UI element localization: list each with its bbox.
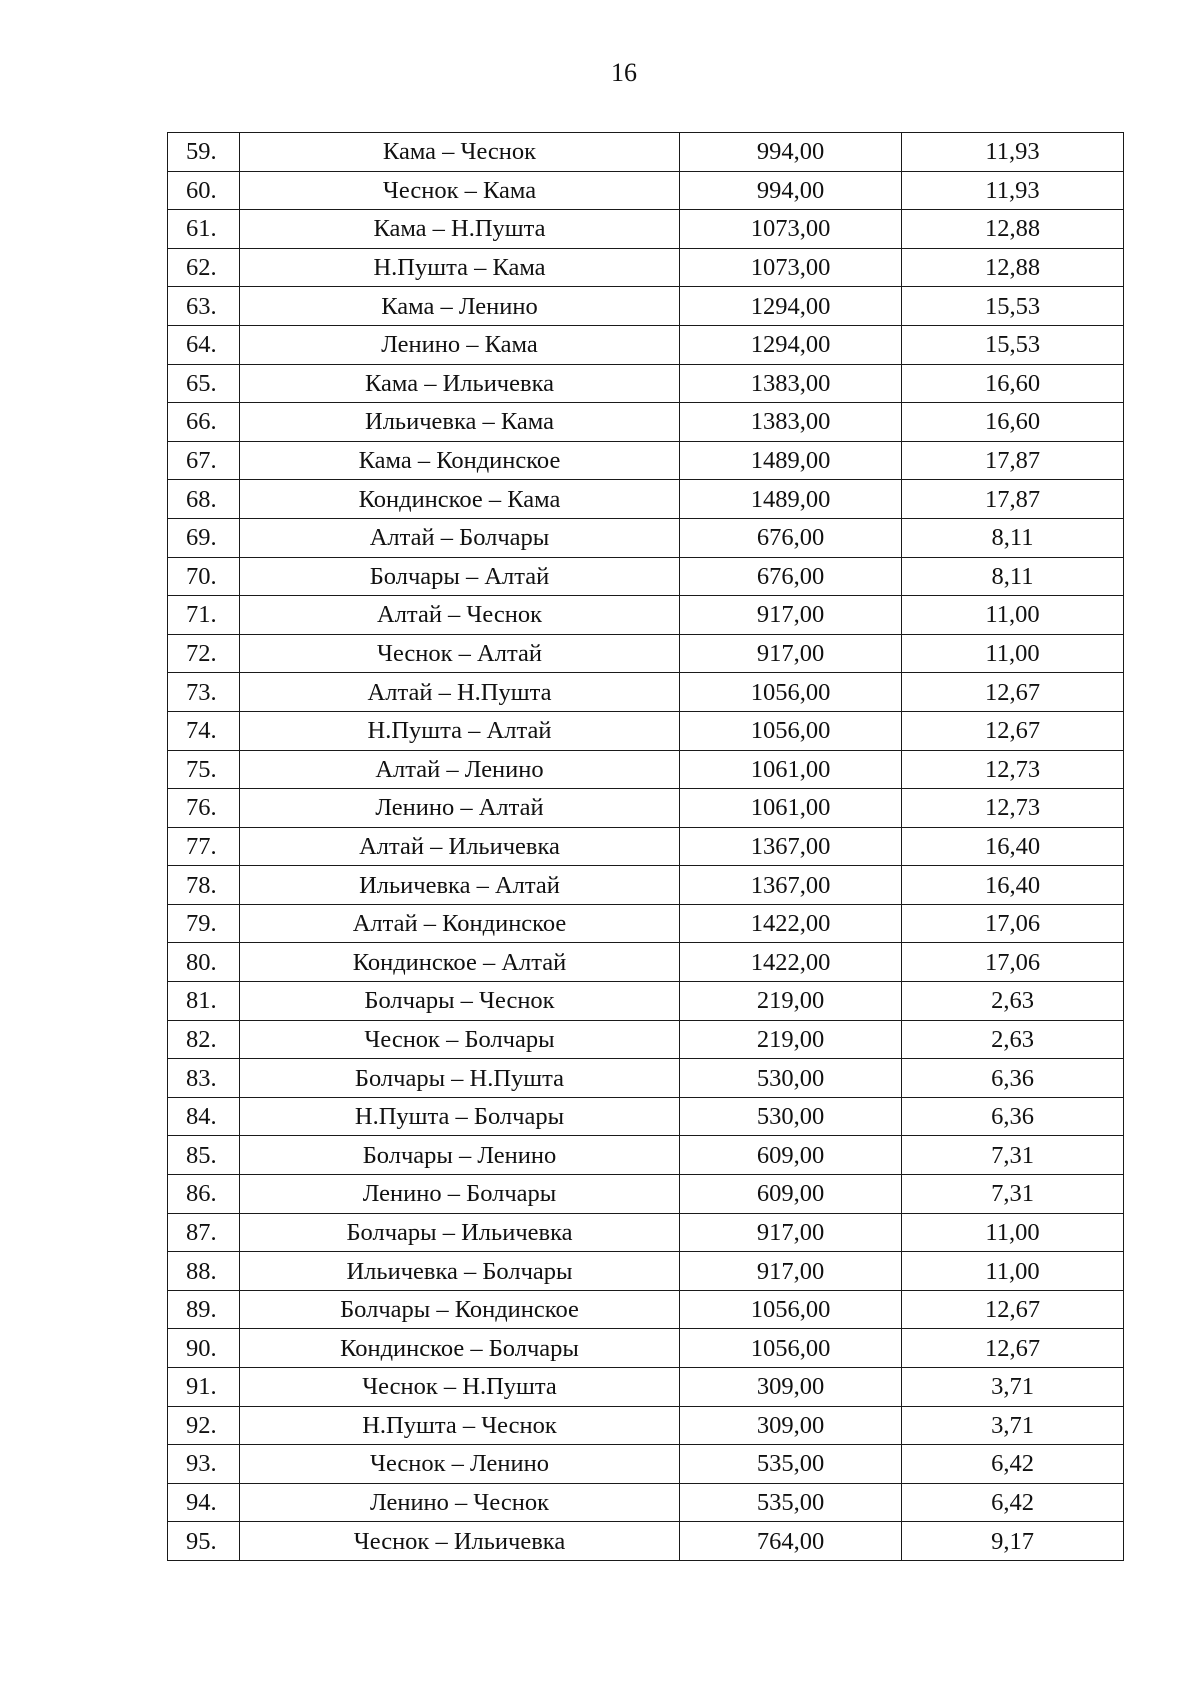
- distance-cell: 1073,00: [680, 248, 902, 287]
- row-number-cell: 72.: [168, 634, 240, 673]
- row-number-cell: 83.: [168, 1059, 240, 1098]
- price-cell: 8,11: [902, 557, 1124, 596]
- row-number-cell: 67.: [168, 441, 240, 480]
- table-row: [168, 1213, 1124, 1252]
- table-row: [168, 1406, 1124, 1445]
- price-cell: 6,42: [902, 1445, 1124, 1484]
- route-cell: Ильичевка – Алтай: [240, 866, 680, 905]
- route-cell: Алтай – Ильичевка: [240, 827, 680, 866]
- route-cell: Кама – Чеснок: [240, 133, 680, 172]
- distance-cell: 1061,00: [680, 750, 902, 789]
- distance-cell: 917,00: [680, 1213, 902, 1252]
- distance-cell: 1056,00: [680, 1329, 902, 1368]
- price-cell: 3,71: [902, 1406, 1124, 1445]
- row-number-cell: 68.: [168, 480, 240, 519]
- table-row: [168, 364, 1124, 403]
- table-row: [168, 943, 1124, 982]
- price-cell: 11,00: [902, 1252, 1124, 1291]
- row-number-cell: 76.: [168, 789, 240, 828]
- route-cell: Кондинское – Алтай: [240, 943, 680, 982]
- price-cell: 2,63: [902, 982, 1124, 1021]
- route-cell: Болчары – Н.Пушта: [240, 1059, 680, 1098]
- table-row: [168, 171, 1124, 210]
- route-cell: Н.Пушта – Алтай: [240, 711, 680, 750]
- distance-cell: 1073,00: [680, 210, 902, 249]
- table-row: [168, 1175, 1124, 1214]
- price-cell: 2,63: [902, 1020, 1124, 1059]
- table-row: [168, 1522, 1124, 1561]
- distance-cell: 219,00: [680, 1020, 902, 1059]
- price-cell: 11,00: [902, 596, 1124, 635]
- table-row: [168, 904, 1124, 943]
- price-cell: 12,67: [902, 1290, 1124, 1329]
- row-number-cell: 71.: [168, 596, 240, 635]
- route-cell: Кондинское – Кама: [240, 480, 680, 519]
- price-cell: 8,11: [902, 518, 1124, 557]
- distance-cell: 309,00: [680, 1368, 902, 1407]
- route-cell: Алтай – Чеснок: [240, 596, 680, 635]
- row-number-cell: 82.: [168, 1020, 240, 1059]
- table-row: [168, 518, 1124, 557]
- distance-cell: 1056,00: [680, 711, 902, 750]
- route-table-body: [168, 133, 1124, 1561]
- table-row: [168, 1329, 1124, 1368]
- distance-cell: 1294,00: [680, 325, 902, 364]
- price-cell: 16,60: [902, 364, 1124, 403]
- table-row: [168, 480, 1124, 519]
- distance-cell: 1056,00: [680, 673, 902, 712]
- distance-cell: 1489,00: [680, 441, 902, 480]
- route-cell: Н.Пушта – Кама: [240, 248, 680, 287]
- route-cell: Ленино – Чеснок: [240, 1483, 680, 1522]
- row-number-cell: 61.: [168, 210, 240, 249]
- row-number-cell: 70.: [168, 557, 240, 596]
- row-number-cell: 77.: [168, 827, 240, 866]
- row-number-cell: 65.: [168, 364, 240, 403]
- distance-cell: 609,00: [680, 1175, 902, 1214]
- route-cell: Чеснок – Кама: [240, 171, 680, 210]
- table-row: [168, 325, 1124, 364]
- row-number-cell: 86.: [168, 1175, 240, 1214]
- row-number-cell: 73.: [168, 673, 240, 712]
- route-cell: Чеснок – Н.Пушта: [240, 1368, 680, 1407]
- table-row: [168, 1136, 1124, 1175]
- row-number-cell: 62.: [168, 248, 240, 287]
- route-cell: Чеснок – Алтай: [240, 634, 680, 673]
- route-cell: Алтай – Н.Пушта: [240, 673, 680, 712]
- route-fare-table: [167, 132, 1124, 1561]
- table-row: [168, 866, 1124, 905]
- route-cell: Болчары – Алтай: [240, 557, 680, 596]
- table-row: [168, 1020, 1124, 1059]
- table-row: [168, 596, 1124, 635]
- price-cell: 9,17: [902, 1522, 1124, 1561]
- price-cell: 16,60: [902, 403, 1124, 442]
- route-cell: Болчары – Ленино: [240, 1136, 680, 1175]
- table-row: [168, 133, 1124, 172]
- route-cell: Алтай – Болчары: [240, 518, 680, 557]
- route-cell: Кама – Ленино: [240, 287, 680, 326]
- route-cell: Болчары – Ильичевка: [240, 1213, 680, 1252]
- row-number-cell: 80.: [168, 943, 240, 982]
- route-cell: Алтай – Кондинское: [240, 904, 680, 943]
- route-cell: Чеснок – Болчары: [240, 1020, 680, 1059]
- price-cell: 12,88: [902, 210, 1124, 249]
- route-cell: Ленино – Кама: [240, 325, 680, 364]
- table-row: [168, 441, 1124, 480]
- distance-cell: 917,00: [680, 634, 902, 673]
- price-cell: 12,67: [902, 673, 1124, 712]
- distance-cell: 1383,00: [680, 403, 902, 442]
- distance-cell: 1422,00: [680, 943, 902, 982]
- route-cell: Болчары – Чеснок: [240, 982, 680, 1021]
- distance-cell: 764,00: [680, 1522, 902, 1561]
- distance-cell: 917,00: [680, 596, 902, 635]
- distance-cell: 609,00: [680, 1136, 902, 1175]
- table-row: [168, 1290, 1124, 1329]
- price-cell: 7,31: [902, 1175, 1124, 1214]
- distance-cell: 676,00: [680, 518, 902, 557]
- distance-cell: 1061,00: [680, 789, 902, 828]
- route-cell: Ленино – Болчары: [240, 1175, 680, 1214]
- distance-cell: 676,00: [680, 557, 902, 596]
- price-cell: 12,88: [902, 248, 1124, 287]
- row-number-cell: 63.: [168, 287, 240, 326]
- table-row: [168, 789, 1124, 828]
- price-cell: 17,87: [902, 480, 1124, 519]
- row-number-cell: 79.: [168, 904, 240, 943]
- table-row: [168, 557, 1124, 596]
- table-row: [168, 982, 1124, 1021]
- route-cell: Кондинское – Болчары: [240, 1329, 680, 1368]
- distance-cell: 1489,00: [680, 480, 902, 519]
- route-cell: Болчары – Кондинское: [240, 1290, 680, 1329]
- table-row: [168, 1483, 1124, 1522]
- table-row: [168, 634, 1124, 673]
- distance-cell: 1367,00: [680, 827, 902, 866]
- price-cell: 12,73: [902, 789, 1124, 828]
- table-row: [168, 210, 1124, 249]
- price-cell: 16,40: [902, 866, 1124, 905]
- price-cell: 11,93: [902, 133, 1124, 172]
- row-number-cell: 78.: [168, 866, 240, 905]
- route-cell: Ильичевка – Кама: [240, 403, 680, 442]
- table-row: [168, 287, 1124, 326]
- distance-cell: 994,00: [680, 133, 902, 172]
- row-number-cell: 85.: [168, 1136, 240, 1175]
- route-cell: Н.Пушта – Чеснок: [240, 1406, 680, 1445]
- distance-cell: 1367,00: [680, 866, 902, 905]
- table-row: [168, 1059, 1124, 1098]
- table-row: [168, 248, 1124, 287]
- row-number-cell: 87.: [168, 1213, 240, 1252]
- distance-cell: 1422,00: [680, 904, 902, 943]
- price-cell: 12,67: [902, 711, 1124, 750]
- route-cell: Кама – Н.Пушта: [240, 210, 680, 249]
- page-number: 16: [611, 58, 637, 87]
- table-row: [168, 1368, 1124, 1407]
- row-number-cell: 89.: [168, 1290, 240, 1329]
- table-row: [168, 403, 1124, 442]
- row-number-cell: 81.: [168, 982, 240, 1021]
- table-row: [168, 711, 1124, 750]
- price-cell: 16,40: [902, 827, 1124, 866]
- row-number-cell: 91.: [168, 1368, 240, 1407]
- route-cell: Ленино – Алтай: [240, 789, 680, 828]
- row-number-cell: 90.: [168, 1329, 240, 1368]
- distance-cell: 219,00: [680, 982, 902, 1021]
- row-number-cell: 84.: [168, 1097, 240, 1136]
- distance-cell: 530,00: [680, 1059, 902, 1098]
- price-cell: 11,00: [902, 1213, 1124, 1252]
- distance-cell: 535,00: [680, 1445, 902, 1484]
- row-number-cell: 92.: [168, 1406, 240, 1445]
- distance-cell: 535,00: [680, 1483, 902, 1522]
- row-number-cell: 95.: [168, 1522, 240, 1561]
- row-number-cell: 74.: [168, 711, 240, 750]
- price-cell: 17,06: [902, 904, 1124, 943]
- price-cell: 11,93: [902, 171, 1124, 210]
- price-cell: 15,53: [902, 287, 1124, 326]
- table-row: [168, 827, 1124, 866]
- price-cell: 7,31: [902, 1136, 1124, 1175]
- distance-cell: 1383,00: [680, 364, 902, 403]
- route-cell: Кама – Кондинское: [240, 441, 680, 480]
- price-cell: 17,87: [902, 441, 1124, 480]
- distance-cell: 994,00: [680, 171, 902, 210]
- route-cell: Чеснок – Ильичевка: [240, 1522, 680, 1561]
- table-row: [168, 1097, 1124, 1136]
- row-number-cell: 59.: [168, 133, 240, 172]
- distance-cell: 530,00: [680, 1097, 902, 1136]
- price-cell: 11,00: [902, 634, 1124, 673]
- row-number-cell: 75.: [168, 750, 240, 789]
- price-cell: 6,36: [902, 1097, 1124, 1136]
- table-row: [168, 750, 1124, 789]
- price-cell: 6,42: [902, 1483, 1124, 1522]
- price-cell: 15,53: [902, 325, 1124, 364]
- distance-cell: 309,00: [680, 1406, 902, 1445]
- table-row: [168, 1445, 1124, 1484]
- price-cell: 12,73: [902, 750, 1124, 789]
- row-number-cell: 94.: [168, 1483, 240, 1522]
- table-row: [168, 1252, 1124, 1291]
- table-row: [168, 673, 1124, 712]
- price-cell: 12,67: [902, 1329, 1124, 1368]
- price-cell: 3,71: [902, 1368, 1124, 1407]
- distance-cell: 1056,00: [680, 1290, 902, 1329]
- row-number-cell: 69.: [168, 518, 240, 557]
- row-number-cell: 88.: [168, 1252, 240, 1291]
- route-cell: Н.Пушта – Болчары: [240, 1097, 680, 1136]
- distance-cell: 1294,00: [680, 287, 902, 326]
- route-cell: Чеснок – Ленино: [240, 1445, 680, 1484]
- route-cell: Ильичевка – Болчары: [240, 1252, 680, 1291]
- price-cell: 6,36: [902, 1059, 1124, 1098]
- row-number-cell: 64.: [168, 325, 240, 364]
- price-cell: 17,06: [902, 943, 1124, 982]
- row-number-cell: 60.: [168, 171, 240, 210]
- route-cell: Кама – Ильичевка: [240, 364, 680, 403]
- distance-cell: 917,00: [680, 1252, 902, 1291]
- route-cell: Алтай – Ленино: [240, 750, 680, 789]
- row-number-cell: 66.: [168, 403, 240, 442]
- row-number-cell: 93.: [168, 1445, 240, 1484]
